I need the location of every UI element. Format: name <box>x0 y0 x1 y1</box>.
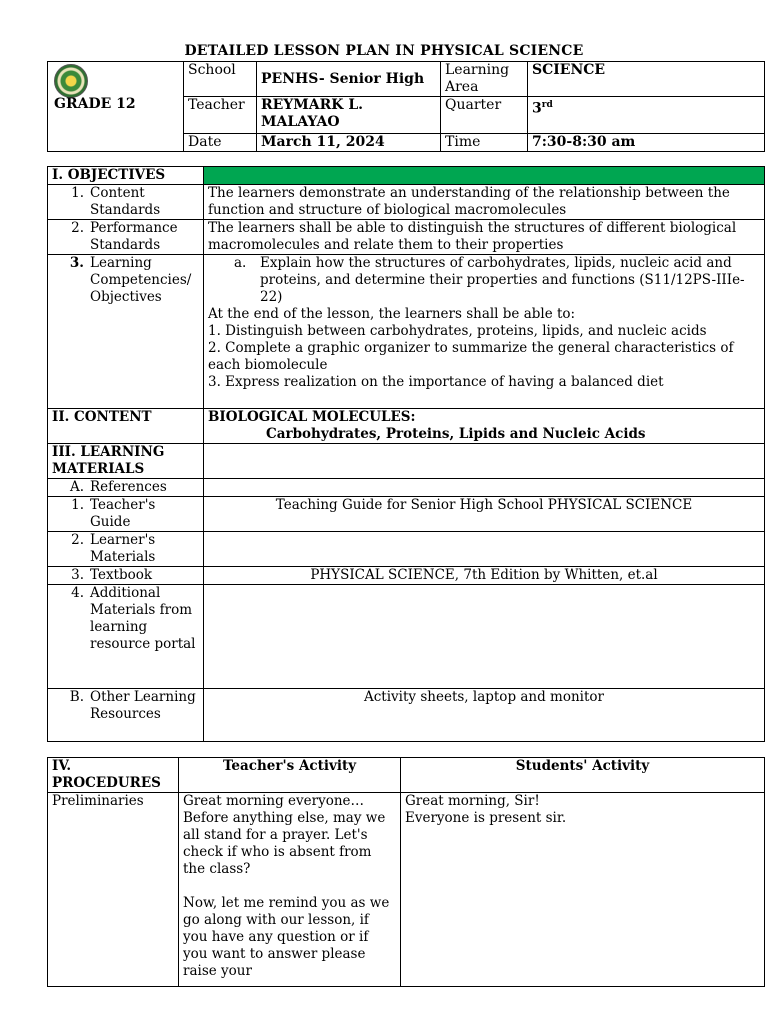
document-title: DETAILED LESSON PLAN IN PHYSICAL SCIENCE <box>184 43 584 59</box>
quarter-value: 3rd <box>528 97 765 134</box>
teachers-guide-label: 1. Teacher's Guide <box>48 497 204 532</box>
teacher-activity-text: Great morning everyone… Before anything else, may we all stand for a prayer. Let's check if who is absent from the class? Now, let me remind you as we go along with our lesson, if you have any question or if you want to answer please raise your <box>179 793 401 987</box>
teacher-label: Teacher <box>184 97 257 134</box>
grade-label: GRADE 12 <box>54 96 136 112</box>
competency-a-num: a. <box>234 255 247 271</box>
objectives-green-bar <box>204 167 765 185</box>
objectives-heading: I. OBJECTIVES <box>48 167 204 185</box>
objective-item: 2. Complete a graphic organizer to summarize the general characteristics of each biomolecule <box>208 340 734 373</box>
preliminaries-label: Preliminaries <box>48 793 179 987</box>
header-table <box>47 61 765 152</box>
materials-heading: III. LEARNING MATERIALS <box>48 444 204 479</box>
quarter-label: Quarter <box>441 97 528 134</box>
procedures-table <box>47 757 765 987</box>
learning-area-value: SCIENCE <box>528 62 765 97</box>
additional-materials-label: 4. Additional Materials from learning resource portal <box>48 585 204 689</box>
textbook-value: PHYSICAL SCIENCE, 7th Edition by Whitten, et.al <box>204 567 765 585</box>
performance-standards-label: 2. Performance Standards <box>48 220 204 255</box>
textbook-label: 3. Textbook <box>48 567 204 585</box>
date-label: Date <box>184 134 257 152</box>
additional-materials-value <box>204 585 765 689</box>
teachers-guide-value: Teaching Guide for Senior High School PHYSICAL SCIENCE <box>204 497 765 532</box>
content-heading: II. CONTENT <box>48 409 204 444</box>
learning-area-label: Learning Area <box>441 62 528 97</box>
content-standards-text: The learners demonstrate an understanding of the relationship between the function and structure of biological macromolecules <box>204 185 765 220</box>
time-value: 7:30-8:30 am <box>528 134 765 152</box>
materials-empty <box>204 444 765 479</box>
performance-standards-text: The learners shall be able to distinguish the structures of different biological macromolecules and relate them to their properties <box>204 220 765 255</box>
time-label: Time <box>441 134 528 152</box>
objectives-intro: At the end of the lesson, the learners shall be able to: <box>208 306 576 322</box>
content-standards-label: 1. Content Standards <box>48 185 204 220</box>
school-seal-logo <box>54 64 88 98</box>
objective-item: 3. Express realization on the importance of having a balanced diet <box>208 374 664 390</box>
student-activity-header: Students' Activity <box>401 758 765 793</box>
other-resources-value: Activity sheets, laptop and monitor <box>204 689 765 742</box>
competencies-label: 3. Learning Competencies/ Objectives <box>48 255 204 409</box>
lesson-plan-table <box>47 166 765 742</box>
learners-materials-value <box>204 532 765 567</box>
student-activity-text: Great morning, Sir! Everyone is present sir. <box>401 793 765 987</box>
references-empty <box>204 479 765 497</box>
procedures-heading: IV. PROCEDURES <box>48 758 179 793</box>
date-value: March 11, 2024 <box>257 134 441 152</box>
grade-cell <box>48 62 184 152</box>
references-label: A. References <box>48 479 204 497</box>
teacher-activity-header: Teacher's Activity <box>179 758 401 793</box>
competencies-text <box>204 255 765 409</box>
content-text: BIOLOGICAL MOLECULES: Carbohydrates, Proteins, Lipids and Nucleic Acids <box>204 409 765 444</box>
other-resources-label: B. Other Learning Resources <box>48 689 204 742</box>
learners-materials-label: 2. Learner's Materials <box>48 532 204 567</box>
competency-a-text: Explain how the structures of carbohydrates, lipids, nucleic acid and proteins, and determine their properties and functions (S11/12PS-IIIe-22) <box>260 255 745 305</box>
teacher-value: REYMARK L. MALAYAO <box>257 97 441 134</box>
school-label: School <box>184 62 257 97</box>
objective-item: 1. Distinguish between carbohydrates, proteins, lipids, and nucleic acids <box>208 323 707 339</box>
school-value: PENHS- Senior High <box>257 62 441 97</box>
